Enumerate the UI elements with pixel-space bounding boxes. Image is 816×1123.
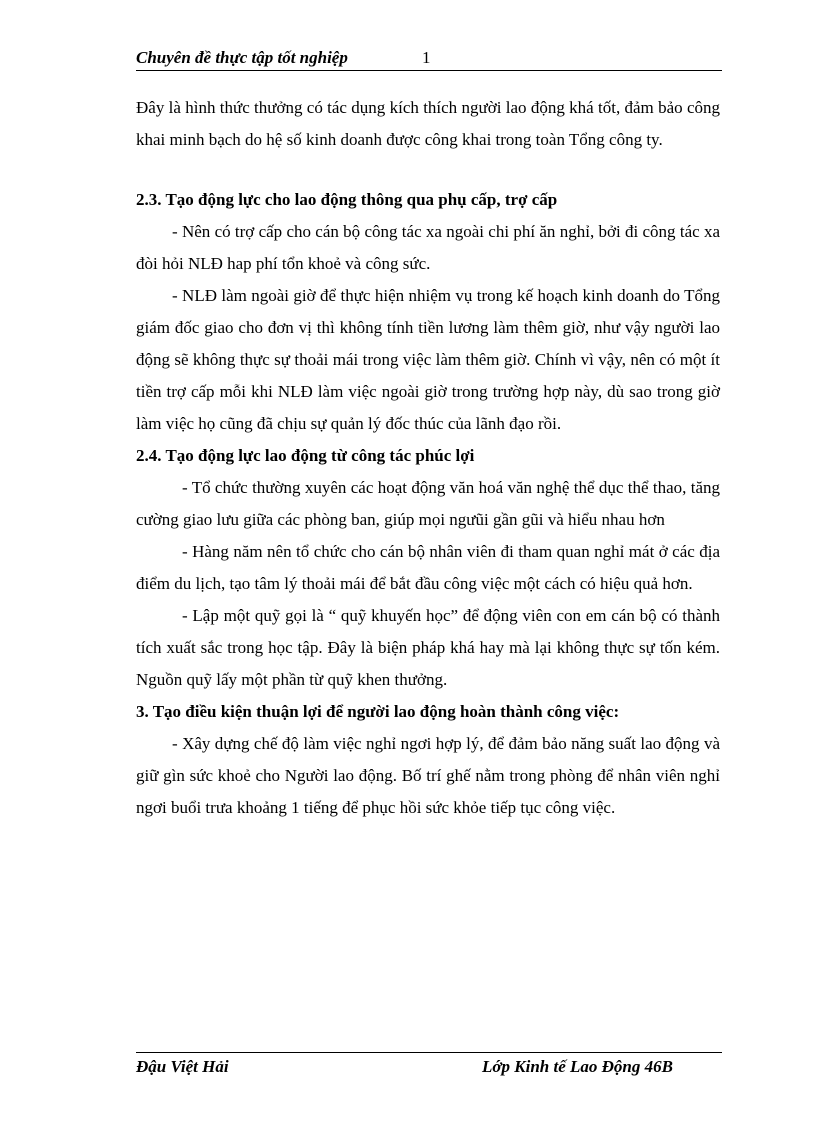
heading-3: 3. Tạo điều kiện thuận lợi để người lao động hoàn thành công việc:	[136, 702, 620, 721]
paragraph-allowance-overtime: - NLĐ làm ngoài giờ để thực hiện nhiệm vụ trong kế hoạch kinh doanh do Tổng giám đốc giao cho đơn vị thì không tính tiền lương làm thêm giờ, như vậy người lao động sẽ không thực sự thoải mái trong việc làm thêm giờ. Chính vì vậy, nên có một ít tiền trợ cấp mỗi khi NLĐ làm việc ngoài giờ trong trường hợp này, dù sao trong giờ làm việc họ cũng đã chịu sự quản lý đốc thúc của lãnh đạo rồi.	[136, 286, 720, 433]
paragraph-welfare-trips: - Hàng năm nên tổ chức cho cán bộ nhân viên đi tham quan nghỉ mát ở các địa điểm du lịch, tạo tâm lý thoải mái để bắt đầu công việc một cách có hiệu quả hơn.	[136, 542, 720, 593]
page-number: 1	[422, 48, 431, 67]
paragraph-intro: Đây là hình thức thưởng có tác dụng kích thích người lao động khá tốt, đảm bảo công khai minh bạch do hệ số kinh doanh được công khai trong toàn Tổng công ty.	[136, 98, 720, 149]
paragraph-welfare-fund: - Lập một quỹ gọi là “ quỹ khuyến học” để động viên con em cán bộ có thành tích xuất sắc trong học tập. Đây là biện pháp khá hay mà lại không thực sự tốn kém. Nguồn quỹ lấy một phần từ quỹ khen thưởng.	[136, 606, 720, 689]
footer-author: Đậu Việt Hải	[136, 1057, 229, 1076]
page-header	[136, 46, 722, 71]
paragraph-allowance-travel: - Nên có trợ cấp cho cán bộ công tác xa ngoài chi phí ăn nghỉ, bởi đi công tác xa đòi hỏi NLĐ hap phí tổn khoẻ và công sức.	[136, 222, 720, 273]
page-footer	[136, 1052, 722, 1076]
heading-2-4: 2.4. Tạo động lực lao động từ công tác phúc lợi	[136, 446, 475, 465]
heading-2-3: 2.3. Tạo động lực cho lao động thông qua phụ cấp, trợ cấp	[136, 190, 558, 209]
paragraph-working-conditions: - Xây dựng chế độ làm việc nghỉ ngơi hợp lý, để đảm bảo năng suất lao động và giữ gìn sức khoẻ cho Người lao động. Bố trí ghế nằm trong phòng để nhân viên nghỉ ngơi buổi trưa khoảng 1 tiếng để phục hồi sức khỏe tiếp tục công việc.	[136, 734, 720, 817]
document-body	[136, 92, 720, 824]
header-title: Chuyên đề thực tập tốt nghiệp	[136, 48, 348, 67]
paragraph-welfare-activities: - Tổ chức thường xuyên các hoạt động văn hoá văn nghệ thể dục thể thao, tăng cường giao lưu giữa các phòng ban, giúp mọi ngưũi gần gũi và hiểu nhau hơn	[136, 478, 720, 529]
footer-class: Lớp Kinh tế Lao Động 46B	[482, 1057, 673, 1076]
